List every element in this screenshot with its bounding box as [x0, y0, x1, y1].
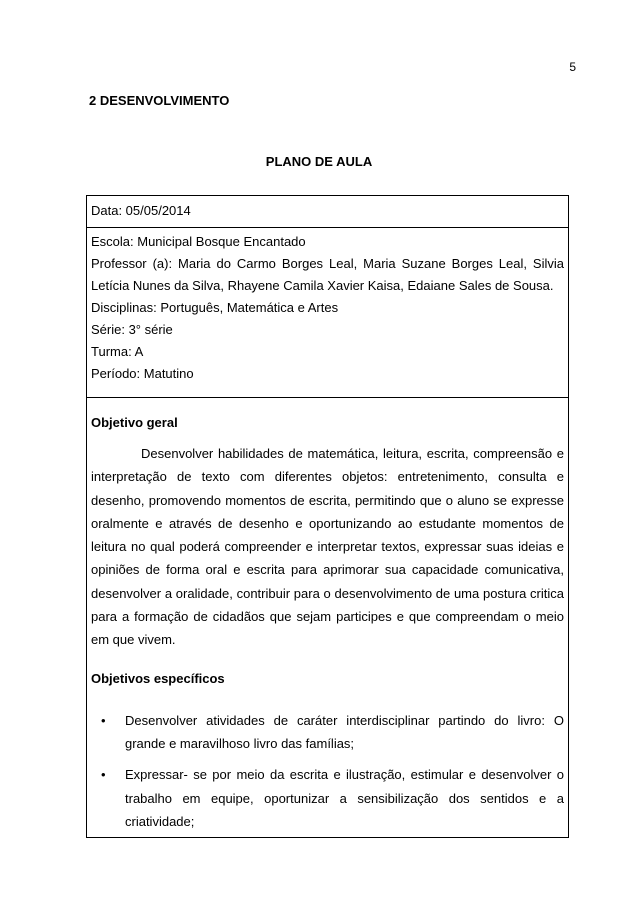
school-text: Escola: Municipal Bosque Encantado [91, 234, 306, 249]
general-objective-heading: Objetivo geral [91, 415, 178, 430]
date-cell [87, 196, 568, 228]
specific-objectives-list [91, 709, 564, 833]
list-item [91, 763, 564, 833]
lesson-plan-table [86, 195, 569, 838]
disciplines-text: Disciplinas: Português, Matemática e Artes [91, 300, 339, 315]
specific-objectives-heading: Objetivos específicos [91, 670, 225, 686]
list-item [91, 709, 564, 756]
plan-title: PLANO DE AULA [265, 154, 373, 169]
list-item-text: Desenvolver atividades de caráter interdisciplinar partindo do livro: O grande e maravilhoso livro das famílias; [125, 712, 564, 751]
general-objective-text: Desenvolver habilidades de matemática, leitura, escrita, compreensão e interpretação de texto com diferentes objetos: entretenimento, consulta e desenho, promovendo momentos de escrita, permitindo que o aluno se expresse oralmente e através de desenho e oportunizando ao estudante momentos de leitura no qual poderá compreender e interpretar textos, expressar suas ideias e opiniões de forma oral e escrita para aprimorar sua capacidade comunicativa, desenvolver a oralidade, contribuir para o desenvolvimento de uma postura critica para a formação de cidadãos que sejam participes e que compreendam o meio em que vivem. [91, 446, 564, 648]
period-text: Período: Matutino [91, 366, 194, 381]
bullet-icon: • [101, 712, 106, 728]
professor-text-line-2: Letícia Nunes da Silva, Rhayene Camila Xavier Kaisa, Edaiane Sales de Sousa. [91, 278, 554, 293]
grade-text: Série: 3° série [91, 322, 173, 337]
info-cell [87, 228, 568, 398]
objectives-cell [87, 398, 568, 838]
page-number: 5 [569, 60, 576, 74]
class-text: Turma: A [91, 344, 144, 359]
general-objective-paragraph [91, 442, 564, 652]
date-text: Data: 05/05/2014 [91, 203, 191, 218]
list-item-text: Expressar- se por meio da escrita e ilustração, estimular e desenvolver o trabalho em equipe, oportunizar a sensibilização dos sentidos e a criatividade; [125, 767, 564, 829]
section-heading: 2 DESENVOLVIMENTO [89, 93, 230, 108]
professor-text-line-1: Professor (a): Maria do Carmo Borges Leal, Maria Suzane Borges Leal, Silvia [91, 256, 564, 271]
bullet-icon: • [101, 767, 106, 783]
